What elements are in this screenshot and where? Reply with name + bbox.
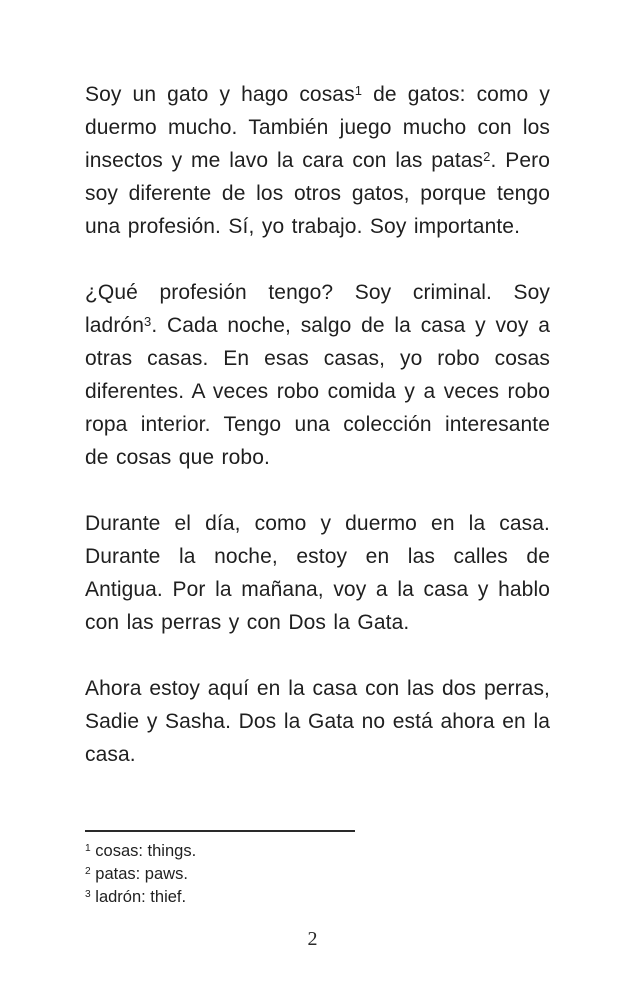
page-number: 2 xyxy=(307,928,318,950)
footnote-marker: 3 xyxy=(85,889,91,901)
paragraph xyxy=(85,276,550,474)
paragraph-text: . Pero soy diferente de los otros gatos, porque tengo una profesión. Sí, yo trabajo. Soy importante. xyxy=(85,149,550,238)
paragraph xyxy=(85,672,550,771)
footnote-block xyxy=(85,830,550,909)
footnotes xyxy=(85,840,550,909)
footnote-marker: 1 xyxy=(85,843,91,855)
paragraph-text: de gatos: como y duermo mucho. También juego mucho con los insectos y me lavo la cara con las patas xyxy=(85,83,550,172)
paragraph-text: Durante el día, como y duermo en la casa. Durante la noche, estoy en las calles de Antigua. Por la mañana, voy a la casa y hablo con las perras y con Dos la Gata. xyxy=(85,512,550,634)
footnote-reference: 1 xyxy=(354,83,363,99)
footnote-text: cosas: things. xyxy=(90,842,197,860)
body-text xyxy=(85,78,550,804)
footnote xyxy=(85,840,550,863)
paragraph-text: Soy un gato y hago cosas xyxy=(85,83,355,106)
footnote-separator xyxy=(85,830,355,832)
paragraph-text: Ahora estoy aquí en la casa con las dos perras, Sadie y Sasha. Dos la Gata no está ahora en la casa. xyxy=(85,677,550,766)
paragraph xyxy=(85,507,550,639)
footnote-reference: 3 xyxy=(143,314,152,330)
paragraph-text: ¿Qué profesión tengo? Soy criminal. Soy ladrón xyxy=(85,281,550,337)
paragraph-text: . Cada noche, salgo de la casa y voy a otras casas. En esas casas, yo robo cosas diferentes. A veces robo comida y a veces robo ropa interior. Tengo una colección interesante de cosas que robo. xyxy=(85,314,550,469)
footnote xyxy=(85,863,550,886)
footnote-text: patas: paws. xyxy=(90,865,188,883)
footnote xyxy=(85,886,550,909)
footnote-reference: 2 xyxy=(483,149,491,165)
paragraph xyxy=(85,78,550,243)
footnote-marker: 2 xyxy=(85,866,91,878)
footnote-text: ladrón: thief. xyxy=(90,888,187,906)
